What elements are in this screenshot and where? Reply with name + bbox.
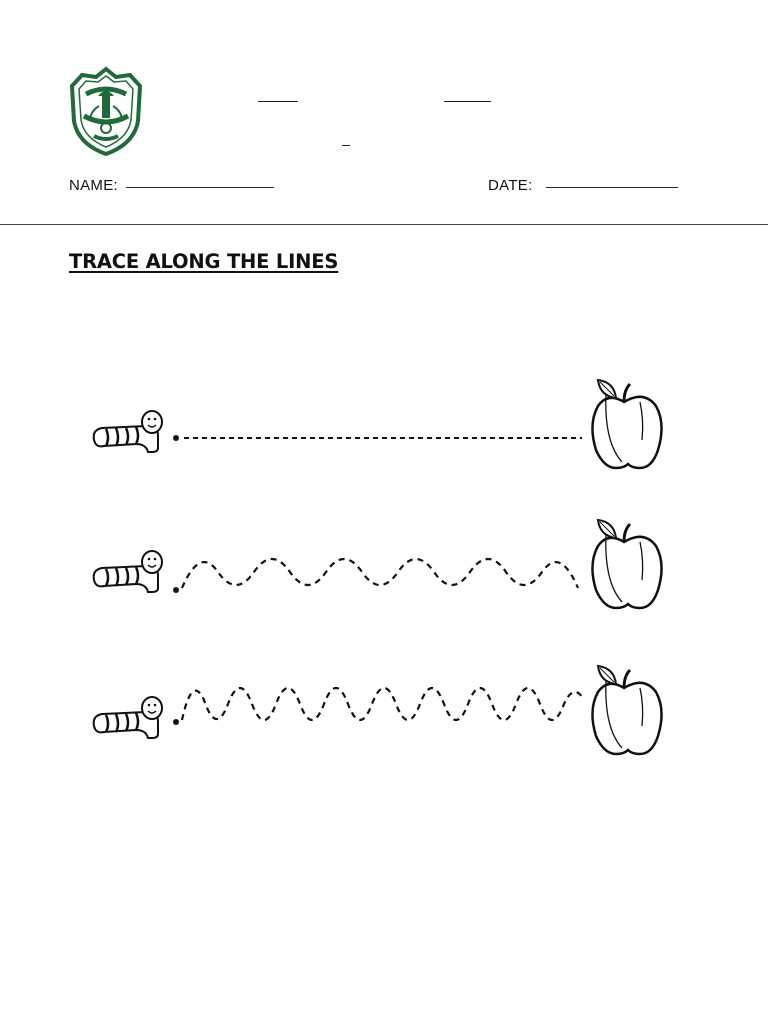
apple-icon [592, 380, 661, 468]
wavy-dashed-line[interactable] [182, 559, 578, 588]
tracing-area [0, 360, 768, 800]
worm-icon [94, 551, 162, 592]
date-label: DATE: [488, 177, 533, 194]
trace-row-wavy [94, 520, 662, 608]
name-field[interactable] [126, 187, 274, 188]
school-emblem-logo [68, 66, 144, 156]
apple-icon [592, 666, 661, 754]
start-dot [173, 435, 179, 441]
trace-row-tight-wavy [94, 666, 662, 754]
worm-icon [94, 411, 162, 452]
header-blank-line-2[interactable] [444, 101, 491, 102]
worksheet-title: TRACE ALONG THE LINES [69, 250, 339, 273]
start-dot [173, 719, 179, 725]
worm-icon [94, 697, 162, 738]
header-divider [0, 224, 768, 225]
name-label: NAME: [69, 177, 119, 194]
header-blank-line-1[interactable] [258, 101, 298, 102]
start-dot [173, 587, 179, 593]
date-field[interactable] [546, 187, 678, 188]
header-blank-line-3[interactable] [342, 145, 350, 146]
trace-row-straight [94, 380, 662, 468]
tight-wavy-dashed-line[interactable] [182, 688, 584, 720]
apple-icon [592, 520, 661, 608]
